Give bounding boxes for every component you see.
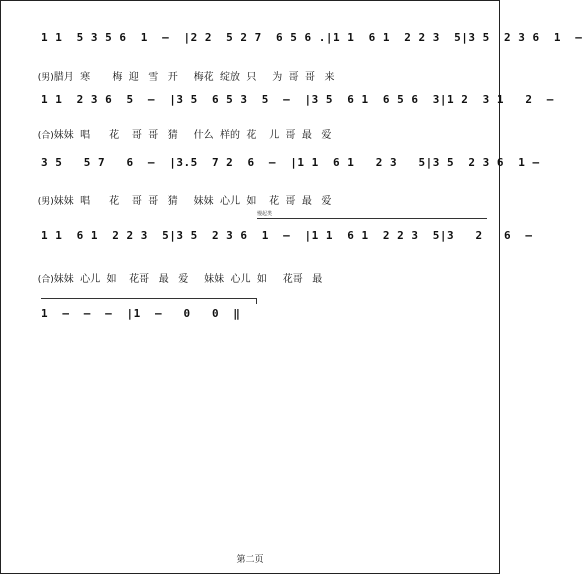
phrase-bracket-line-2 [41,298,256,299]
lyrics-row-2 [1,115,523,152]
lyrics-text-3: 妹妹 唱 花 哥 哥 猜 妹妹 心儿 如 花 哥 最 爱 [53,196,332,207]
phrase-bracket-tick [256,298,257,304]
voice-label-1: (男) [37,73,54,83]
voice-label-4: (合) [37,275,54,285]
notation-line-4: 1 1 6 1 2 2 3 5|3 5 2 3 6 1 – |1 1 6 1 2 2 3 5|3 2 6 – [41,229,533,242]
lyrics-text-1: 腊月 寒 梅 迎 雪 开 梅花 绽放 只 为 哥 哥 来 [53,72,335,83]
notation-line-2: 1 1 2 3 6 5 – |3 5 6 5 3 5 – |3 5 6 1 6 5 6 3|1 2 3 1 2 – [41,93,554,106]
phrase-bracket-line [257,218,487,219]
lyrics-row-4 [1,259,523,296]
notation-line-1: 1 1 5 3 5 6 1 – |2 2 5 2 7 6 5 6 .|1 1 6 1 2 2 3 5|3 5 2 3 6 1 – [41,31,582,44]
lyrics-text-2: 妹妹 唱 花 哥 哥 猜 什么 样的 花 儿 哥 最 爱 [53,130,332,141]
voice-label-3: (男) [37,197,54,207]
lyrics-row-1 [1,57,523,94]
lyrics-text-4: 妹妹 心儿 如 花哥 最 爱 妹妹 心儿 如 花哥 最 [53,274,323,285]
page-number: 第二页 [236,555,264,565]
notation-line-5: 1 – – – |1 – 0 0 ‖ [41,307,241,320]
voice-label-2: (合) [37,131,54,141]
notation-line-3: 3 5 5 7 6 – |3.5 7 2 6 – |1 1 6 1 2 3 5|3 5 2 3 6 1 – [41,156,540,169]
tempo-marking: 慢起类 [257,211,273,217]
